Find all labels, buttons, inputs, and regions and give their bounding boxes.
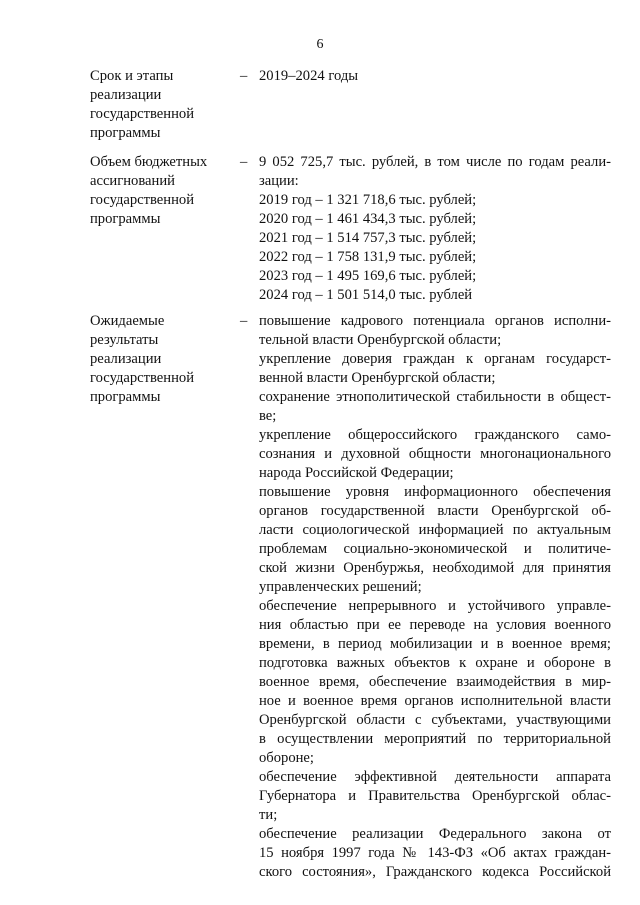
value-line: ния областью при ее переводе на условия военного [259, 617, 611, 633]
value-line: обеспечение непрерывного и устойчивого управле- [259, 598, 611, 614]
value-line: сознания и духовной общности многонационального [259, 446, 611, 462]
value-line: управленческих решений; [259, 579, 422, 595]
value-line: зации: [259, 173, 299, 189]
value-line: ти; [259, 807, 278, 823]
value-line: 9 052 725,7 тыс. рублей, в том числе по годам реали- [259, 154, 611, 170]
row-dash: – [240, 154, 248, 170]
value-line: тельной власти Оренбургской области; [259, 332, 502, 348]
value-line: 2020 год – 1 461 434,3 тыс. рублей; [259, 211, 477, 227]
row-value [259, 153, 611, 305]
row-value [259, 67, 611, 86]
row-label: Ожидаемые результаты реализации государственной программы [90, 313, 195, 405]
value-line: 2019–2024 годы [259, 68, 359, 84]
row-dash: – [240, 313, 248, 329]
value-line: Губернатора и Правительства Оренбургской облас- [259, 788, 611, 804]
value-line: народа Российской Федерации; [259, 465, 454, 481]
value-line: обороне; [259, 750, 314, 766]
value-line: 2021 год – 1 514 757,3 тыс. рублей; [259, 230, 477, 246]
value-line: 2023 год – 1 495 169,6 тыс. рублей; [259, 268, 477, 284]
value-line: военное время, обеспечение взаимодействия в мир- [259, 674, 611, 690]
value-line: органов государственной власти Оренбургской об- [259, 503, 611, 519]
value-line: укрепление общероссийского гражданского само- [259, 427, 611, 443]
row-dash: – [240, 68, 248, 84]
value-line: ласти социологической информацией по актуальным [259, 522, 611, 538]
value-line: повышение уровня информационного обеспечения [259, 484, 611, 500]
row-label: Объем бюджетных ассигнований государственной программы [90, 154, 208, 227]
value-line: времени, в период мобилизации и в военное время; [259, 636, 611, 652]
row-value [259, 312, 611, 882]
value-line: подготовка важных объектов к охране и обороне в [259, 655, 611, 671]
value-line: проблемам социально-экономической и политиче- [259, 541, 611, 557]
value-line: обеспечение эффективной деятельности аппарата [259, 769, 611, 785]
page-number: 6 [316, 37, 324, 52]
value-line: в осуществлении мероприятий по территориальной [259, 731, 611, 747]
value-line: повышение кадрового потенциала органов исполни- [259, 313, 611, 329]
row-label: Срок и этапы реализации государственной программы [90, 68, 195, 141]
value-line: сохранение этнополитической стабильности в общест- [259, 389, 611, 405]
value-line: ской жизни Оренбуржья, необходимой для принятия [259, 560, 611, 576]
value-line: 2024 год – 1 501 514,0 тыс. рублей [259, 287, 473, 303]
value-line: ве; [259, 408, 277, 424]
value-line: венной власти Оренбургской области; [259, 370, 496, 386]
value-line: Оренбургской области с субъектами, участвующими [259, 712, 611, 728]
value-line: 2022 год – 1 758 131,9 тыс. рублей; [259, 249, 477, 265]
value-line: укрепление доверия граждан к органам государст- [259, 351, 611, 367]
value-line: 15 ноября 1997 года № 143-ФЗ «Об актах граждан- [259, 845, 611, 861]
value-line: 2019 год – 1 321 718,6 тыс. рублей; [259, 192, 477, 208]
value-line: ное и военное время органов исполнительной власти [259, 693, 611, 709]
value-line: обеспечение реализации Федерального закона от [259, 826, 611, 842]
value-line: ского состояния», Гражданского кодекса Российской [259, 864, 611, 880]
